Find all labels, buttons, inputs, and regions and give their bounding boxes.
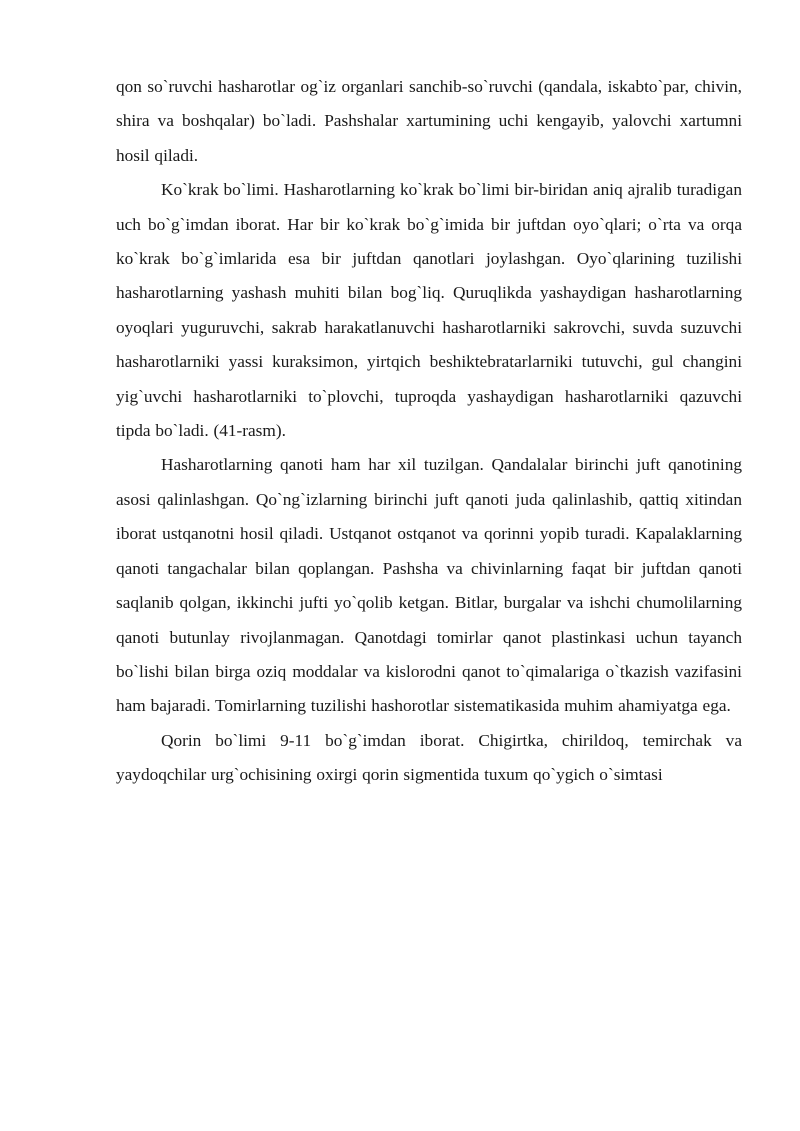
document-body [116,70,742,793]
paragraph-3: Hasharotlarning qanoti ham har xil tuzilgan. Qandalalar birinchi juft qanotining asosi qalinlashgan. Qo`ng`izlarning birinchi juft qanoti juda qalinlashib, qattiq xitindan iborat ustqanotni hosil qiladi. Ustqanot ostqanot va qorinni yopib turadi. Kapalaklarning qanoti tangachalar bilan qoplangan. Pashsha va chivinlarning faqat bir juftdan qanoti saqlanib qolgan, ikkinchi jufti yo`qolib ketgan. Bitlar, burgalar va ishchi chumolilarning qanoti butunlay rivojlanmagan. Qanotdagi tomirlar qanot plastinkasi uchun tayanch bo`lishi bilan birga oziq moddalar va kislorodni qanot to`qimalariga o`tkazish vazifasini ham bajaradi. Tomirlarning tuzilishi hashorotlar sistematikasida muhim ahamiyatga ega. [116,455,742,716]
paragraph-1: qon so`ruvchi hasharotlar og`iz organlari sanchib-so`ruvchi (qandala, iskabto`par, chivin, shira va boshqalar) bo`ladi. Pashshalar xartumining uchi kengayib, yalovchi xartumni hosil qiladi. [116,77,742,165]
paragraph-2: Ko`krak bo`limi. Hasharotlarning ko`krak bo`limi bir-biridan aniq ajralib turadigan uch bo`g`imdan iborat. Har bir ko`krak bo`g`imida bir juftdan oyo`qlari; o`rta va orqa ko`krak bo`g`imlarida esa bir juftdan qanotlari joylashgan. Oyo`qlarining tuzilishi hasharotlarning yashash muhiti bilan bog`liq. Quruqlikda yashaydigan hasharotlarning oyoqlari yuguruvchi, sakrab harakatlanuvchi hasharotlarniki sakrovchi, suvda suzuvchi hasharotlarniki yassi kuraksimon, yirtqich beshiktebratarlarniki tutuvchi, gul changini yig`uvchi hasharotlarniki to`plovchi, tuproqda yashaydigan hasharotlarniki qazuvchi tipda bo`ladi. (41-rasm). [116,180,742,441]
paragraph-4: Qorin bo`limi 9-11 bo`g`imdan iborat. Chigirtka, chirildoq, temirchak va yaydoqchilar urg`ochisining oxirgi qorin sigmentida tuxum qo`ygich o`simtasi [116,730,742,785]
